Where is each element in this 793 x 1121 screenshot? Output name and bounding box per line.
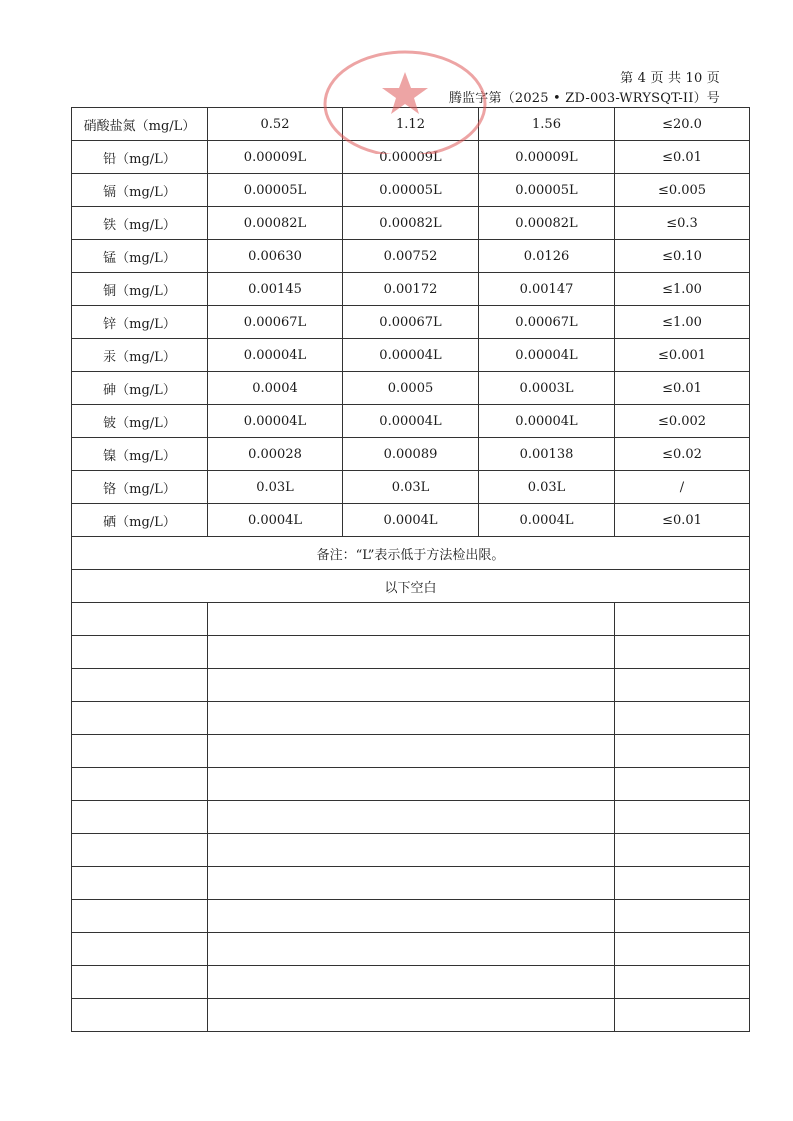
item-name: 锌（mg/L） [72,306,208,339]
sample-1-value: 0.00009L [208,141,343,174]
sample-1-value: 0.0004 [208,372,343,405]
standard-limit: ≤0.001 [615,339,750,372]
empty-cell [615,735,750,768]
empty-cell [208,735,615,768]
item-name: 铜（mg/L） [72,273,208,306]
empty-cell [615,834,750,867]
sample-1-value: 0.52 [208,108,343,141]
empty-cell [208,834,615,867]
sample-1-value: 0.00004L [208,339,343,372]
empty-cell [208,801,615,834]
sample-2-value: 0.00005L [343,174,479,207]
empty-cell [72,768,208,801]
empty-row [72,999,750,1032]
empty-cell [615,669,750,702]
empty-cell [72,999,208,1032]
empty-cell [208,966,615,999]
sample-3-value: 0.0004L [479,504,615,537]
empty-row [72,801,750,834]
standard-limit: ≤0.005 [615,174,750,207]
standard-limit: / [615,471,750,504]
empty-cell [72,702,208,735]
standard-limit: ≤0.10 [615,240,750,273]
sample-2-value: 0.00004L [343,405,479,438]
table-row [72,306,750,339]
empty-cell [615,966,750,999]
empty-row [72,603,750,636]
sample-1-value: 0.00004L [208,405,343,438]
standard-limit: ≤0.01 [615,141,750,174]
note-row [72,537,750,570]
standard-limit: ≤1.00 [615,306,750,339]
sample-3-value: 0.00004L [479,405,615,438]
empty-cell [615,999,750,1032]
sample-3-value: 0.00067L [479,306,615,339]
empty-row [72,669,750,702]
empty-cell [72,636,208,669]
sample-1-value: 0.00067L [208,306,343,339]
sample-2-value: 0.00172 [343,273,479,306]
sample-3-value: 0.00009L [479,141,615,174]
empty-cell [208,999,615,1032]
sample-1-value: 0.00028 [208,438,343,471]
sample-2-value: 0.00004L [343,339,479,372]
item-name: 硝酸盐氮（mg/L） [72,108,208,141]
sample-2-value: 0.03L [343,471,479,504]
empty-cell [72,669,208,702]
item-name: 铍（mg/L） [72,405,208,438]
item-name: 铬（mg/L） [72,471,208,504]
empty-cell [208,636,615,669]
table-row [72,372,750,405]
empty-cell [72,933,208,966]
sample-3-value: 0.0126 [479,240,615,273]
sample-3-value: 1.56 [479,108,615,141]
item-name: 硒（mg/L） [72,504,208,537]
empty-cell [615,801,750,834]
standard-limit: ≤1.00 [615,273,750,306]
sample-3-value: 0.00004L [479,339,615,372]
empty-cell [615,900,750,933]
table-row [72,339,750,372]
item-name: 镉（mg/L） [72,174,208,207]
empty-row [72,735,750,768]
empty-cell [72,735,208,768]
page-number: 第 4 页 共 10 页 [620,71,720,86]
standard-limit: ≤0.3 [615,207,750,240]
sample-1-value: 0.00630 [208,240,343,273]
empty-cell [208,702,615,735]
table-row [72,471,750,504]
table-row [72,240,750,273]
empty-cell [208,669,615,702]
sample-2-value: 0.0004L [343,504,479,537]
empty-cell [615,636,750,669]
sample-2-value: 0.00089 [343,438,479,471]
item-name: 铁（mg/L） [72,207,208,240]
sample-1-value: 0.03L [208,471,343,504]
empty-row [72,933,750,966]
sample-1-value: 0.00082L [208,207,343,240]
empty-cell [72,966,208,999]
table-row [72,141,750,174]
standard-limit: ≤20.0 [615,108,750,141]
standard-limit: ≤0.002 [615,405,750,438]
sample-3-value: 0.00138 [479,438,615,471]
empty-row [72,966,750,999]
table-row [72,207,750,240]
sample-2-value: 0.0005 [343,372,479,405]
sample-3-value: 0.0003L [479,372,615,405]
sample-2-value: 0.00752 [343,240,479,273]
empty-row [72,702,750,735]
item-name: 镍（mg/L） [72,438,208,471]
standard-limit: ≤0.01 [615,372,750,405]
sample-1-value: 0.0004L [208,504,343,537]
sample-1-value: 0.00005L [208,174,343,207]
blank-marker-row [72,570,750,603]
empty-cell [208,867,615,900]
standard-limit: ≤0.01 [615,504,750,537]
empty-cell [615,603,750,636]
empty-cell [615,768,750,801]
sample-3-value: 0.03L [479,471,615,504]
empty-cell [615,702,750,735]
item-name: 砷（mg/L） [72,372,208,405]
sample-1-value: 0.00145 [208,273,343,306]
table-row [72,174,750,207]
table-row [72,504,750,537]
table-row [72,405,750,438]
sample-3-value: 0.00082L [479,207,615,240]
empty-cell [208,900,615,933]
empty-row [72,636,750,669]
document-number: 腾监字第（2025 • ZD-003-WRYSQT-II）号 [448,91,720,106]
empty-row [72,768,750,801]
table-row [72,108,750,141]
sample-2-value: 0.00009L [343,141,479,174]
empty-cell [72,603,208,636]
empty-row [72,834,750,867]
table-row [72,273,750,306]
sample-3-value: 0.00147 [479,273,615,306]
item-name: 铅（mg/L） [72,141,208,174]
note-text: 备注：“L”表示低于方法检出限。 [72,537,750,570]
empty-row [72,900,750,933]
empty-cell [72,867,208,900]
empty-cell [615,933,750,966]
blank-marker-text: 以下空白 [72,570,750,603]
empty-row [72,867,750,900]
sample-2-value: 1.12 [343,108,479,141]
empty-cell [615,867,750,900]
empty-cell [72,801,208,834]
empty-cell [208,603,615,636]
empty-cell [72,834,208,867]
sample-2-value: 0.00067L [343,306,479,339]
empty-cell [208,933,615,966]
standard-limit: ≤0.02 [615,438,750,471]
sample-3-value: 0.00005L [479,174,615,207]
item-name: 锰（mg/L） [72,240,208,273]
empty-cell [72,900,208,933]
empty-cell [208,768,615,801]
item-name: 汞（mg/L） [72,339,208,372]
results-table [71,107,750,1032]
sample-2-value: 0.00082L [343,207,479,240]
table-row [72,438,750,471]
